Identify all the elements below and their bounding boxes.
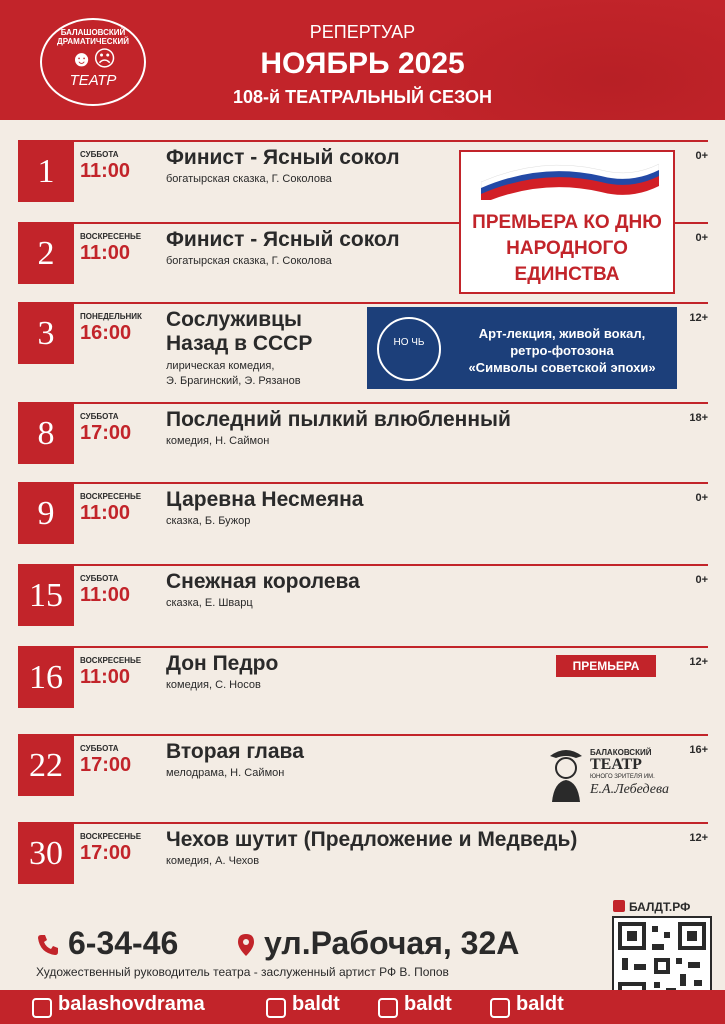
event-day: 30: [18, 824, 74, 884]
premiere-card-text: [461, 210, 673, 288]
age-rating: 12+: [689, 832, 708, 844]
event-row: [18, 482, 708, 550]
address: ул.Рабочая, 32А: [264, 925, 520, 961]
event-title: Финист - Ясный сокол: [166, 146, 400, 169]
event-title: Вторая глава: [166, 740, 304, 763]
age-rating: 0+: [695, 232, 708, 244]
night-logo-text: НО ЧЬ: [393, 337, 425, 348]
phone-icon: [36, 933, 60, 957]
age-rating: 12+: [689, 312, 708, 324]
event-weekday: СУББОТА: [80, 744, 119, 753]
event-subtitle: сказка, Б. Бужор: [166, 515, 251, 527]
event-time: 11:00: [80, 666, 131, 688]
event-subtitle: богатырская сказка, Г. Соколова: [166, 173, 332, 185]
event-subtitle-line2: Э. Брагинский, Э. Рязанов: [166, 375, 301, 387]
event-weekday: СУББОТА: [80, 412, 119, 421]
rutube-handle[interactable]: baldt: [516, 993, 564, 1015]
logo-text-2: ДРАМАТИЧЕСКИЙ: [57, 37, 129, 46]
event-day: 8: [18, 404, 74, 464]
balakovo-theatre-logo: [546, 742, 669, 812]
age-rating: 0+: [695, 492, 708, 504]
event-weekday: СУББОТА: [80, 574, 119, 583]
ok-icon: [378, 998, 398, 1018]
lecture-line3: «Символы советской эпохи»: [468, 360, 656, 375]
premiere-card-line1: ПРЕМЬЕРА КО ДНЮ: [472, 212, 662, 233]
event-title: Дон Педро: [166, 652, 279, 675]
repertoire-label: РЕПЕРТУАР: [309, 22, 416, 42]
event-weekday: ВОСКРЕСЕНЬЕ: [80, 656, 142, 665]
event-row: [18, 822, 708, 890]
event-day: 2: [18, 224, 74, 284]
event-time: 17:00: [80, 754, 132, 776]
lecture-description: [447, 325, 677, 376]
globe-icon: [613, 900, 625, 912]
event-weekday: ПОНЕДЕЛЬНИК: [80, 312, 142, 321]
age-rating: 0+: [695, 574, 708, 586]
event-time: 17:00: [80, 422, 132, 444]
balakovo-label: БАЛАКОВСКИЙ: [590, 748, 652, 757]
event-subtitle: комедия, С. Носов: [166, 679, 261, 691]
premiere-badge: ПРЕМЬЕРА: [556, 655, 656, 677]
telegram-icon: [32, 998, 52, 1018]
logo-text-3: ТЕАТР: [69, 72, 117, 89]
event-title: Сослуживцы: [166, 308, 302, 331]
event-subtitle: богатырская сказка, Г. Соколова: [166, 255, 332, 267]
vk-handle[interactable]: baldt: [292, 993, 340, 1015]
art-lecture-banner: [367, 307, 677, 389]
event-row: [18, 564, 708, 632]
event-time: 11:00: [80, 502, 131, 524]
website-link[interactable]: БАЛДТ.РФ: [629, 900, 691, 914]
event-title: Последний пылкий влюбленный: [166, 408, 511, 431]
phone-number[interactable]: 6-34-46: [68, 925, 179, 961]
event-title: Снежная королева: [166, 570, 360, 593]
event-weekday: ВОСКРЕСЕНЬЕ: [80, 232, 142, 241]
lecture-line1: Арт-лекция, живой вокал,: [478, 326, 646, 341]
event-title: Царевна Несмеяна: [166, 488, 364, 511]
premiere-card-line2: НАРОДНОГО ЕДИНСТВА: [506, 238, 628, 285]
event-title: Чехов шутит (Предложение и Медведь): [166, 828, 578, 851]
event-title-line2: Назад в СССР: [166, 332, 313, 355]
event-day: 16: [18, 648, 74, 708]
season-label: 108-й ТЕАТРАЛЬНЫЙ СЕЗОН: [232, 87, 492, 107]
event-weekday: ВОСКРЕСЕНЬЕ: [80, 832, 142, 841]
lecture-line2: ретро-фотозона: [510, 343, 614, 358]
director-credit: Художественный руководитель театра - заслуженный артист РФ В. Попов: [36, 965, 449, 979]
event-subtitle: мелодрама, Н. Саймон: [166, 767, 285, 779]
event-title: Финист - Ясный сокол: [166, 228, 400, 251]
man-portrait-icon: [546, 742, 586, 802]
event-subtitle: комедия, А. Чехов: [166, 855, 260, 867]
event-day: 15: [18, 566, 74, 626]
night-logo-icon: [377, 317, 441, 381]
event-row: [18, 402, 708, 470]
header-banner: [0, 0, 725, 120]
age-rating: 12+: [689, 656, 708, 668]
theatre-label: ТЕАТР: [590, 756, 642, 773]
event-time: 16:00: [80, 322, 132, 344]
location-pin-icon: [234, 933, 258, 957]
event-day: 22: [18, 736, 74, 796]
event-day: 1: [18, 142, 74, 202]
rutube-icon: [490, 998, 510, 1018]
social-footer: [0, 990, 725, 1024]
telegram-handle[interactable]: balashovdrama: [58, 993, 205, 1015]
premiere-unity-day-card: [459, 150, 675, 294]
age-rating: 18+: [689, 412, 708, 424]
event-weekday: СУББОТА: [80, 150, 119, 159]
event-subtitle: комедия, Н. Саймон: [166, 435, 270, 447]
event-time: 11:00: [80, 242, 131, 264]
event-subtitle: сказка, Е. Шварц: [166, 597, 253, 609]
event-time: 11:00: [80, 160, 131, 182]
event-day: 9: [18, 484, 74, 544]
russian-flag-ribbon-icon: [481, 160, 659, 200]
young-spectator-label: ЮНОГО ЗРИТЕЛЯ ИМ.: [590, 774, 655, 780]
logo-text-1: БАЛАШОВСКИЙ: [60, 28, 126, 37]
event-time: 11:00: [80, 584, 131, 606]
event-subtitle: лирическая комедия,: [166, 360, 275, 372]
event-weekday: ВОСКРЕСЕНЬЕ: [80, 492, 142, 501]
ok-handle[interactable]: baldt: [404, 993, 452, 1015]
age-rating: 0+: [695, 150, 708, 162]
vk-icon: [266, 998, 286, 1018]
event-time: 17:00: [80, 842, 132, 864]
age-rating: 16+: [689, 744, 708, 756]
lebedev-signature: Е.А.Лебедева: [590, 782, 669, 797]
theatre-masks-icon: ☻☹: [69, 46, 117, 71]
event-day: 3: [18, 304, 74, 364]
month-title: НОЯБРЬ 2025: [260, 47, 465, 80]
